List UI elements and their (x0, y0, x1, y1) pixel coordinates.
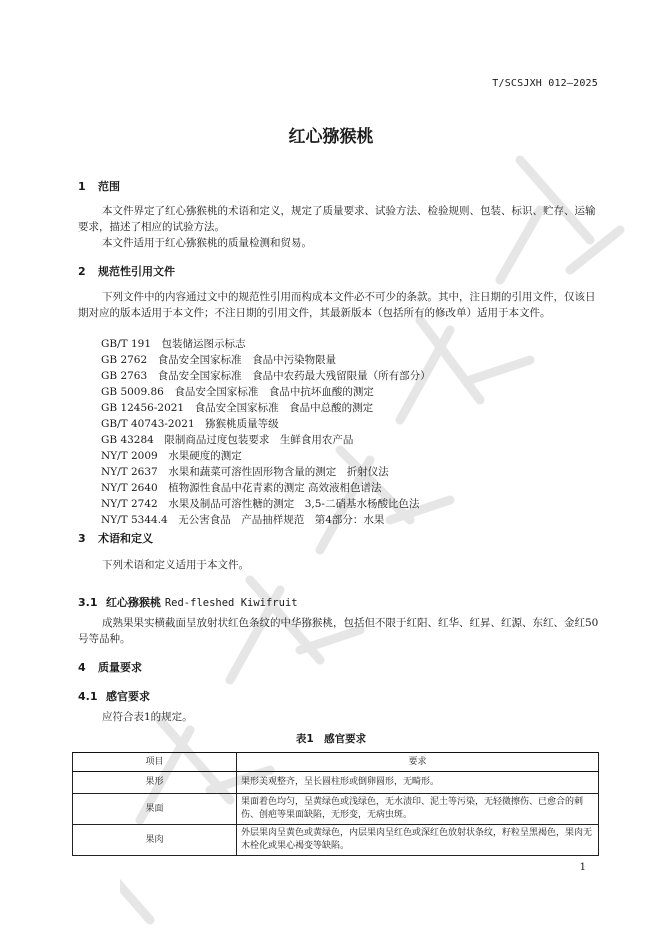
cell-item: 果形 (73, 772, 237, 794)
page-number: 1 (579, 862, 586, 873)
cell-item: 果肉 (73, 825, 237, 856)
section-3-heading (78, 530, 153, 546)
term-number: 3.1 (78, 596, 98, 609)
table-reference-text: 应符合表1的规定。 (102, 711, 193, 723)
reference-item: NY/T 2009 水果硬度的测定 (101, 450, 242, 462)
subsection-number: 4.1 (78, 690, 98, 703)
normative-references-intro: 下列文件中的内容通过文中的规范性引用而构成本文件必不可少的条款。其中，注日期的引用文件，仅该日期对应的版本适用于本文件；不注日期的引用文件，其最新版本（包括所有的修改单）适用于本文件。 (78, 291, 596, 319)
scope-applicability: 本文件适用于红心猕猴桃的质量检测和贸易。 (102, 237, 312, 249)
section-title: 质量要求 (98, 661, 142, 674)
reference-item: GB 12456-2021 食品安全国家标准 食品中总酸的测定 (101, 402, 374, 414)
reference-item: NY/T 2637 水果和蔬菜可溶性固形物含量的测定 折射仪法 (101, 466, 389, 478)
table-caption: 表1 感官要求 (295, 733, 367, 745)
cell-requirement: 果面着色均匀，呈黄绿色或浅绿色，无水渍印、泥土等污染，无轻微擦伤、已愈合的刺伤、创疤等果面缺陷，无形变，无病虫斑。 (237, 794, 599, 825)
reference-item: NY/T 5344.4 无公害食品 产品抽样规范 第4部分：水果 (101, 514, 385, 526)
reference-item: GB 43284 限制商品过度包装要求 生鲜食用农产品 (101, 434, 354, 446)
document-code: T/SCSJXH 012—2025 (492, 78, 598, 89)
section-1-heading (78, 178, 120, 194)
scope-paragraph: 本文件界定了红心猕猴桃的术语和定义，规定了质量要求、试验方法、检验规则、包装、标识、贮存、运输要求，描述了相应的试验方法。 (78, 205, 596, 233)
term-english: Red-fleshed Kiwifruit (164, 597, 298, 609)
term-3-1-heading (78, 594, 298, 610)
term-definition: 成熟果果实横截面呈放射状红色条纹的中华猕猴桃，包括但不限于红阳、红华、红昇、红源、东红、金红50号等品种。 (78, 617, 599, 645)
cell-item: 果面 (73, 794, 237, 825)
terms-intro: 下列术语和定义适用于本文件。 (102, 559, 249, 571)
reference-item: GB 2762 食品安全国家标准 食品中污染物限量 (101, 354, 337, 366)
cell-requirement: 外层果肉呈黄色或黄绿色，内层果肉呈红色或深红色放射状条纹，籽粒呈黑褐色，果肉无木栓化或果心褐变等缺陷。 (237, 825, 599, 856)
section-2-heading (78, 263, 175, 279)
section-title: 范围 (98, 180, 120, 193)
reference-item: GB/T 40743-2021 猕猴桃质量等级 (101, 418, 279, 430)
term-chinese: 红心猕猴桃 (106, 596, 161, 609)
section-4-heading (78, 659, 142, 675)
reference-item: GB 5009.86 食品安全国家标准 食品中抗坏血酸的测定 (101, 386, 374, 398)
section-title: 术语和定义 (98, 532, 153, 545)
subsection-4-1-heading (78, 688, 150, 704)
cell-requirement: 果形美观整齐，呈长圆柱形或倒卵圆形，无畸形。 (237, 772, 599, 794)
document-title: 红心猕猴桃 (288, 127, 374, 147)
section-number: 1 (78, 180, 86, 193)
reference-item: GB 2763 食品安全国家标准 食品中农药最大残留限量（所有部分） (101, 370, 431, 382)
reference-item: NY/T 2640 植物源性食品中花青素的测定 高效液相色谱法 (101, 482, 382, 494)
column-header-requirement: 要求 (237, 753, 599, 772)
table-header-row (73, 753, 599, 772)
section-number: 3 (78, 532, 86, 545)
table-row (73, 772, 599, 794)
section-number: 2 (78, 265, 86, 278)
table-row (73, 825, 599, 856)
subsection-title: 感官要求 (106, 690, 150, 703)
sensory-requirements-table (72, 752, 599, 856)
reference-item: NY/T 2742 水果及制品可溶性糖的测定 3,5-二硝基水杨酸比色法 (101, 498, 420, 510)
column-header-item: 项目 (73, 753, 237, 772)
reference-item: GB/T 191 包装储运图示标志 (101, 338, 246, 350)
section-title: 规范性引用文件 (98, 265, 175, 278)
reference-list (101, 336, 431, 528)
section-number: 4 (78, 661, 86, 674)
table-row (73, 794, 599, 825)
